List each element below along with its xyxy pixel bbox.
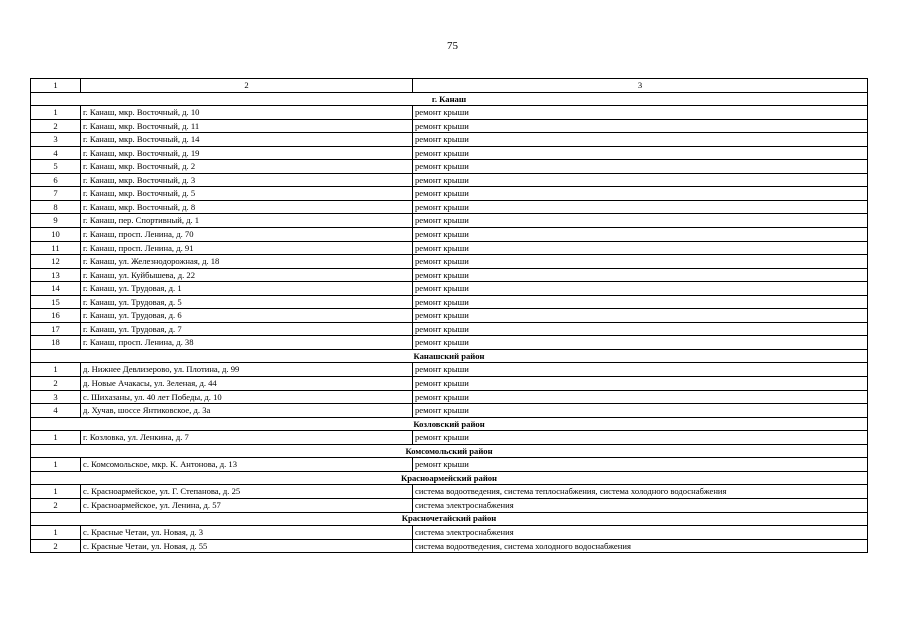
row-number-cell: 13 — [31, 268, 81, 282]
section-title: Комсомольский район — [31, 444, 868, 458]
address-cell: с. Красноармейское, ул. Г. Степанова, д. 25 — [81, 485, 413, 499]
section-header-row — [31, 349, 868, 363]
header-cell-address: 2 — [81, 79, 413, 93]
work-type-cell: ремонт крыши — [413, 255, 868, 269]
row-number-cell: 4 — [31, 146, 81, 160]
address-cell: с. Красноармейское, ул. Ленина, д. 57 — [81, 498, 413, 512]
section-title: Канашский район — [31, 349, 868, 363]
address-cell: г. Канаш, ул. Трудовая, д. 7 — [81, 322, 413, 336]
address-cell: г. Канаш, пер. Спортивный, д. 1 — [81, 214, 413, 228]
section-header-row — [31, 417, 868, 431]
address-cell: г. Канаш, ул. Трудовая, д. 6 — [81, 309, 413, 323]
row-number-cell: 18 — [31, 336, 81, 350]
table-row — [31, 526, 868, 540]
address-cell: г. Канаш, мкр. Восточный, д. 10 — [81, 106, 413, 120]
table-row — [31, 160, 868, 174]
table-body — [31, 79, 868, 553]
address-cell: г. Канаш, мкр. Восточный, д. 2 — [81, 160, 413, 174]
table-row — [31, 498, 868, 512]
table-row — [31, 119, 868, 133]
row-number-cell: 14 — [31, 282, 81, 296]
work-type-cell: ремонт крыши — [413, 160, 868, 174]
table-row — [31, 228, 868, 242]
work-type-cell: ремонт крыши — [413, 200, 868, 214]
table-row — [31, 214, 868, 228]
row-number-cell: 5 — [31, 160, 81, 174]
header-cell-number: 1 — [31, 79, 81, 93]
address-cell: с. Комсомольское, мкр. К. Антонова, д. 13 — [81, 458, 413, 472]
address-cell: г. Канаш, мкр. Восточный, д. 3 — [81, 173, 413, 187]
row-number-cell: 9 — [31, 214, 81, 228]
work-type-cell: ремонт крыши — [413, 146, 868, 160]
row-number-cell: 6 — [31, 173, 81, 187]
work-type-cell: система водоотведения, система теплоснабжения, система холодного водоснабжения — [413, 485, 868, 499]
address-cell: д. Новые Ачакасы, ул. Зеленая, д. 44 — [81, 377, 413, 391]
table-row — [31, 363, 868, 377]
table-row — [31, 322, 868, 336]
row-number-cell: 1 — [31, 526, 81, 540]
address-cell: г. Канаш, просп. Ленина, д. 38 — [81, 336, 413, 350]
section-header-row — [31, 512, 868, 526]
work-type-cell: ремонт крыши — [413, 363, 868, 377]
row-number-cell: 12 — [31, 255, 81, 269]
work-type-cell: ремонт крыши — [413, 404, 868, 418]
work-type-cell: ремонт крыши — [413, 133, 868, 147]
table-row — [31, 187, 868, 201]
work-type-cell: ремонт крыши — [413, 106, 868, 120]
row-number-cell: 2 — [31, 539, 81, 553]
work-type-cell: ремонт крыши — [413, 295, 868, 309]
row-number-cell: 1 — [31, 363, 81, 377]
table-row — [31, 336, 868, 350]
row-number-cell: 15 — [31, 295, 81, 309]
work-type-cell: ремонт крыши — [413, 377, 868, 391]
section-title: Красночетайский район — [31, 512, 868, 526]
table-row — [31, 255, 868, 269]
table-row — [31, 146, 868, 160]
table-row — [31, 539, 868, 553]
work-type-cell: ремонт крыши — [413, 322, 868, 336]
row-number-cell: 2 — [31, 119, 81, 133]
address-cell: г. Канаш, мкр. Восточный, д. 19 — [81, 146, 413, 160]
work-type-cell: ремонт крыши — [413, 282, 868, 296]
address-cell: с. Красные Четаи, ул. Новая, д. 3 — [81, 526, 413, 540]
section-header-row — [31, 92, 868, 106]
row-number-cell: 1 — [31, 458, 81, 472]
table-row — [31, 106, 868, 120]
address-cell: с. Красные Четаи, ул. Новая, д. 55 — [81, 539, 413, 553]
header-cell-work: 3 — [413, 79, 868, 93]
work-type-cell: ремонт крыши — [413, 173, 868, 187]
section-header-row — [31, 444, 868, 458]
address-cell: г. Канаш, ул. Трудовая, д. 5 — [81, 295, 413, 309]
section-title: г. Канаш — [31, 92, 868, 106]
table-row — [31, 377, 868, 391]
work-type-cell: система водоотведения, система холодного водоснабжения — [413, 539, 868, 553]
work-type-cell: ремонт крыши — [413, 241, 868, 255]
table-row — [31, 309, 868, 323]
address-cell: г. Козловка, ул. Ленкина, д. 7 — [81, 431, 413, 445]
row-number-cell: 4 — [31, 404, 81, 418]
table-row — [31, 431, 868, 445]
work-type-cell: ремонт крыши — [413, 431, 868, 445]
address-cell: г. Канаш, мкр. Восточный, д. 8 — [81, 200, 413, 214]
work-type-cell: система электроснабжения — [413, 526, 868, 540]
page-number: 75 — [447, 40, 458, 52]
work-type-cell: ремонт крыши — [413, 458, 868, 472]
work-type-cell: ремонт крыши — [413, 390, 868, 404]
row-number-cell: 7 — [31, 187, 81, 201]
table-row — [31, 200, 868, 214]
section-header-row — [31, 471, 868, 485]
address-cell: д. Нижнее Девлизерово, ул. Плотина, д. 99 — [81, 363, 413, 377]
address-cell: г. Канаш, ул. Куйбышева, д. 22 — [81, 268, 413, 282]
table-row — [31, 485, 868, 499]
address-cell: г. Канаш, мкр. Восточный, д. 5 — [81, 187, 413, 201]
table-row — [31, 133, 868, 147]
row-number-cell: 8 — [31, 200, 81, 214]
address-cell: г. Канаш, ул. Железнодорожная, д. 18 — [81, 255, 413, 269]
table-row — [31, 390, 868, 404]
repair-registry-table — [30, 78, 868, 553]
work-type-cell: ремонт крыши — [413, 187, 868, 201]
table-row — [31, 241, 868, 255]
work-type-cell: ремонт крыши — [413, 214, 868, 228]
row-number-cell: 2 — [31, 377, 81, 391]
address-cell: г. Канаш, мкр. Восточный, д. 14 — [81, 133, 413, 147]
table-row — [31, 295, 868, 309]
table-row — [31, 282, 868, 296]
work-type-cell: ремонт крыши — [413, 268, 868, 282]
row-number-cell: 1 — [31, 106, 81, 120]
row-number-cell: 3 — [31, 133, 81, 147]
row-number-cell: 1 — [31, 431, 81, 445]
header-row — [31, 79, 868, 93]
table-row — [31, 404, 868, 418]
work-type-cell: ремонт крыши — [413, 309, 868, 323]
work-type-cell: ремонт крыши — [413, 336, 868, 350]
row-number-cell: 11 — [31, 241, 81, 255]
work-type-cell: ремонт крыши — [413, 228, 868, 242]
table-row — [31, 173, 868, 187]
address-cell: г. Канаш, просп. Ленина, д. 70 — [81, 228, 413, 242]
section-title: Красноармейский район — [31, 471, 868, 485]
table-row — [31, 268, 868, 282]
address-cell: с. Шихазаны, ул. 40 лет Победы, д. 10 — [81, 390, 413, 404]
address-cell: г. Канаш, мкр. Восточный, д. 11 — [81, 119, 413, 133]
work-type-cell: ремонт крыши — [413, 119, 868, 133]
row-number-cell: 17 — [31, 322, 81, 336]
row-number-cell: 3 — [31, 390, 81, 404]
table-row — [31, 458, 868, 472]
section-title: Козловский район — [31, 417, 868, 431]
row-number-cell: 1 — [31, 485, 81, 499]
address-cell: д. Хучав, шоссе Янтиковское, д. 3а — [81, 404, 413, 418]
row-number-cell: 10 — [31, 228, 81, 242]
work-type-cell: система электроснабжения — [413, 498, 868, 512]
row-number-cell: 2 — [31, 498, 81, 512]
row-number-cell: 16 — [31, 309, 81, 323]
address-cell: г. Канаш, ул. Трудовая, д. 1 — [81, 282, 413, 296]
address-cell: г. Канаш, просп. Ленина, д. 91 — [81, 241, 413, 255]
